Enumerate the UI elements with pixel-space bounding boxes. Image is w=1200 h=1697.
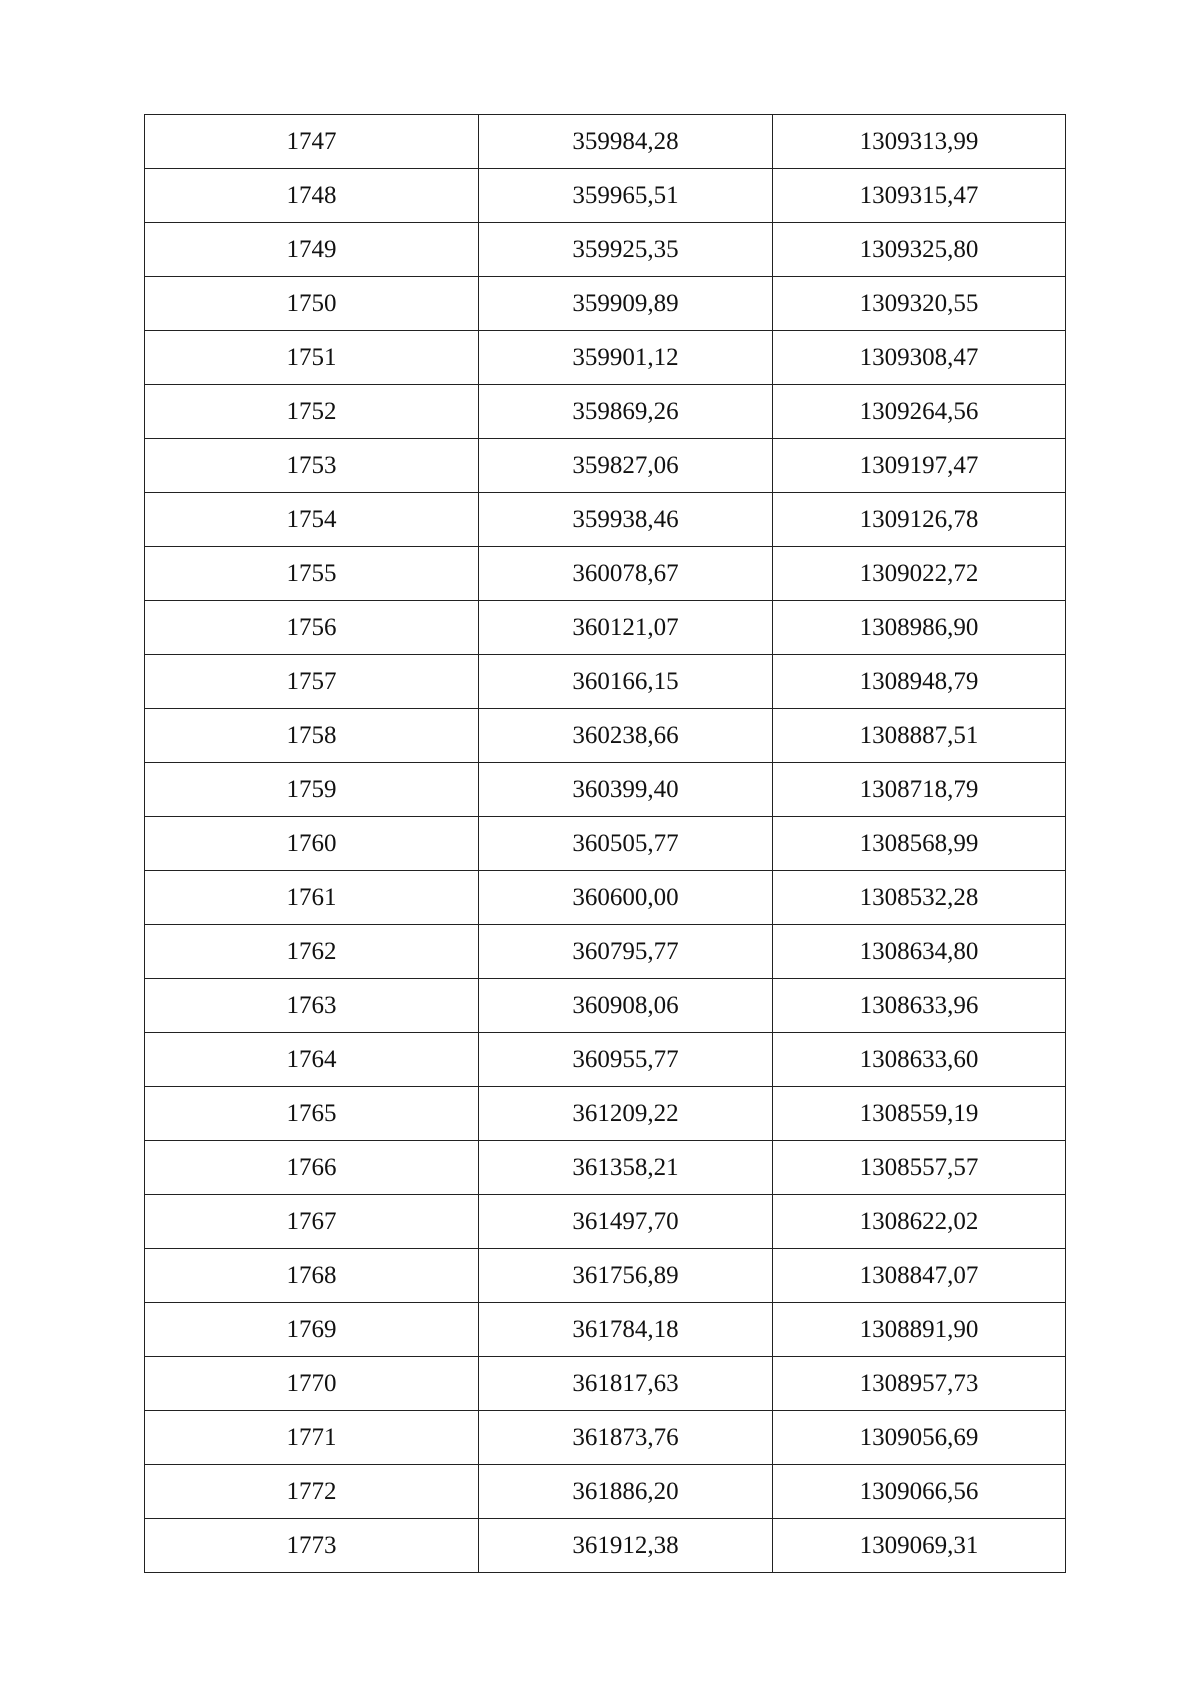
table-row bbox=[145, 1465, 1066, 1519]
y-coordinate-cell: 1309022,72 bbox=[773, 547, 1066, 601]
point-number-cell: 1754 bbox=[145, 493, 479, 547]
y-coordinate-cell: 1308622,02 bbox=[773, 1195, 1066, 1249]
table-row bbox=[145, 1087, 1066, 1141]
table-row bbox=[145, 493, 1066, 547]
point-number-cell: 1752 bbox=[145, 385, 479, 439]
point-number-cell: 1747 bbox=[145, 115, 479, 169]
x-coordinate-cell: 360505,77 bbox=[479, 817, 773, 871]
table-row bbox=[145, 979, 1066, 1033]
y-coordinate-cell: 1308718,79 bbox=[773, 763, 1066, 817]
table-row bbox=[145, 655, 1066, 709]
table-row bbox=[145, 925, 1066, 979]
table-row bbox=[145, 169, 1066, 223]
point-number-cell: 1773 bbox=[145, 1519, 479, 1573]
table-row bbox=[145, 115, 1066, 169]
point-number-cell: 1761 bbox=[145, 871, 479, 925]
point-number-cell: 1763 bbox=[145, 979, 479, 1033]
point-number-cell: 1765 bbox=[145, 1087, 479, 1141]
table-row bbox=[145, 601, 1066, 655]
point-number-cell: 1751 bbox=[145, 331, 479, 385]
point-number-cell: 1750 bbox=[145, 277, 479, 331]
point-number-cell: 1772 bbox=[145, 1465, 479, 1519]
table-row bbox=[145, 1033, 1066, 1087]
table-row bbox=[145, 1141, 1066, 1195]
point-number-cell: 1769 bbox=[145, 1303, 479, 1357]
x-coordinate-cell: 361784,18 bbox=[479, 1303, 773, 1357]
y-coordinate-cell: 1309197,47 bbox=[773, 439, 1066, 493]
y-coordinate-cell: 1309320,55 bbox=[773, 277, 1066, 331]
x-coordinate-cell: 360238,66 bbox=[479, 709, 773, 763]
table-row bbox=[145, 1519, 1066, 1573]
y-coordinate-cell: 1309056,69 bbox=[773, 1411, 1066, 1465]
table-row bbox=[145, 871, 1066, 925]
table-row bbox=[145, 817, 1066, 871]
point-number-cell: 1767 bbox=[145, 1195, 479, 1249]
x-coordinate-cell: 359984,28 bbox=[479, 115, 773, 169]
y-coordinate-cell: 1309315,47 bbox=[773, 169, 1066, 223]
x-coordinate-cell: 360795,77 bbox=[479, 925, 773, 979]
x-coordinate-cell: 359869,26 bbox=[479, 385, 773, 439]
x-coordinate-cell: 361817,63 bbox=[479, 1357, 773, 1411]
y-coordinate-cell: 1308957,73 bbox=[773, 1357, 1066, 1411]
y-coordinate-cell: 1308847,07 bbox=[773, 1249, 1066, 1303]
table-row bbox=[145, 1357, 1066, 1411]
x-coordinate-cell: 359827,06 bbox=[479, 439, 773, 493]
point-number-cell: 1753 bbox=[145, 439, 479, 493]
y-coordinate-cell: 1309066,56 bbox=[773, 1465, 1066, 1519]
x-coordinate-cell: 360078,67 bbox=[479, 547, 773, 601]
x-coordinate-cell: 360600,00 bbox=[479, 871, 773, 925]
table-row bbox=[145, 1303, 1066, 1357]
table-row bbox=[145, 385, 1066, 439]
x-coordinate-cell: 359925,35 bbox=[479, 223, 773, 277]
y-coordinate-cell: 1309264,56 bbox=[773, 385, 1066, 439]
table-row bbox=[145, 709, 1066, 763]
y-coordinate-cell: 1308634,80 bbox=[773, 925, 1066, 979]
table-row bbox=[145, 1411, 1066, 1465]
y-coordinate-cell: 1308559,19 bbox=[773, 1087, 1066, 1141]
point-number-cell: 1766 bbox=[145, 1141, 479, 1195]
x-coordinate-cell: 361873,76 bbox=[479, 1411, 773, 1465]
y-coordinate-cell: 1308948,79 bbox=[773, 655, 1066, 709]
x-coordinate-cell: 360121,07 bbox=[479, 601, 773, 655]
point-number-cell: 1756 bbox=[145, 601, 479, 655]
y-coordinate-cell: 1308633,60 bbox=[773, 1033, 1066, 1087]
table-row bbox=[145, 277, 1066, 331]
x-coordinate-cell: 360166,15 bbox=[479, 655, 773, 709]
x-coordinate-cell: 361886,20 bbox=[479, 1465, 773, 1519]
y-coordinate-cell: 1308891,90 bbox=[773, 1303, 1066, 1357]
y-coordinate-cell: 1309308,47 bbox=[773, 331, 1066, 385]
table-row bbox=[145, 1195, 1066, 1249]
x-coordinate-cell: 361358,21 bbox=[479, 1141, 773, 1195]
point-number-cell: 1760 bbox=[145, 817, 479, 871]
y-coordinate-cell: 1309069,31 bbox=[773, 1519, 1066, 1573]
x-coordinate-cell: 359901,12 bbox=[479, 331, 773, 385]
point-number-cell: 1771 bbox=[145, 1411, 479, 1465]
table-row bbox=[145, 223, 1066, 277]
x-coordinate-cell: 361912,38 bbox=[479, 1519, 773, 1573]
y-coordinate-cell: 1308986,90 bbox=[773, 601, 1066, 655]
point-number-cell: 1759 bbox=[145, 763, 479, 817]
y-coordinate-cell: 1308532,28 bbox=[773, 871, 1066, 925]
coordinates-table-body bbox=[145, 115, 1066, 1573]
x-coordinate-cell: 361756,89 bbox=[479, 1249, 773, 1303]
table-row bbox=[145, 331, 1066, 385]
y-coordinate-cell: 1309126,78 bbox=[773, 493, 1066, 547]
table-row bbox=[145, 439, 1066, 493]
table-row bbox=[145, 547, 1066, 601]
point-number-cell: 1764 bbox=[145, 1033, 479, 1087]
x-coordinate-cell: 360908,06 bbox=[479, 979, 773, 1033]
x-coordinate-cell: 359965,51 bbox=[479, 169, 773, 223]
point-number-cell: 1758 bbox=[145, 709, 479, 763]
point-number-cell: 1757 bbox=[145, 655, 479, 709]
point-number-cell: 1768 bbox=[145, 1249, 479, 1303]
point-number-cell: 1748 bbox=[145, 169, 479, 223]
x-coordinate-cell: 359938,46 bbox=[479, 493, 773, 547]
y-coordinate-cell: 1308568,99 bbox=[773, 817, 1066, 871]
coordinates-table bbox=[144, 114, 1066, 1573]
point-number-cell: 1770 bbox=[145, 1357, 479, 1411]
x-coordinate-cell: 359909,89 bbox=[479, 277, 773, 331]
table-row bbox=[145, 1249, 1066, 1303]
x-coordinate-cell: 360955,77 bbox=[479, 1033, 773, 1087]
x-coordinate-cell: 361497,70 bbox=[479, 1195, 773, 1249]
x-coordinate-cell: 361209,22 bbox=[479, 1087, 773, 1141]
y-coordinate-cell: 1308557,57 bbox=[773, 1141, 1066, 1195]
point-number-cell: 1749 bbox=[145, 223, 479, 277]
table-row bbox=[145, 763, 1066, 817]
point-number-cell: 1762 bbox=[145, 925, 479, 979]
y-coordinate-cell: 1309313,99 bbox=[773, 115, 1066, 169]
y-coordinate-cell: 1308633,96 bbox=[773, 979, 1066, 1033]
y-coordinate-cell: 1309325,80 bbox=[773, 223, 1066, 277]
x-coordinate-cell: 360399,40 bbox=[479, 763, 773, 817]
y-coordinate-cell: 1308887,51 bbox=[773, 709, 1066, 763]
point-number-cell: 1755 bbox=[145, 547, 479, 601]
